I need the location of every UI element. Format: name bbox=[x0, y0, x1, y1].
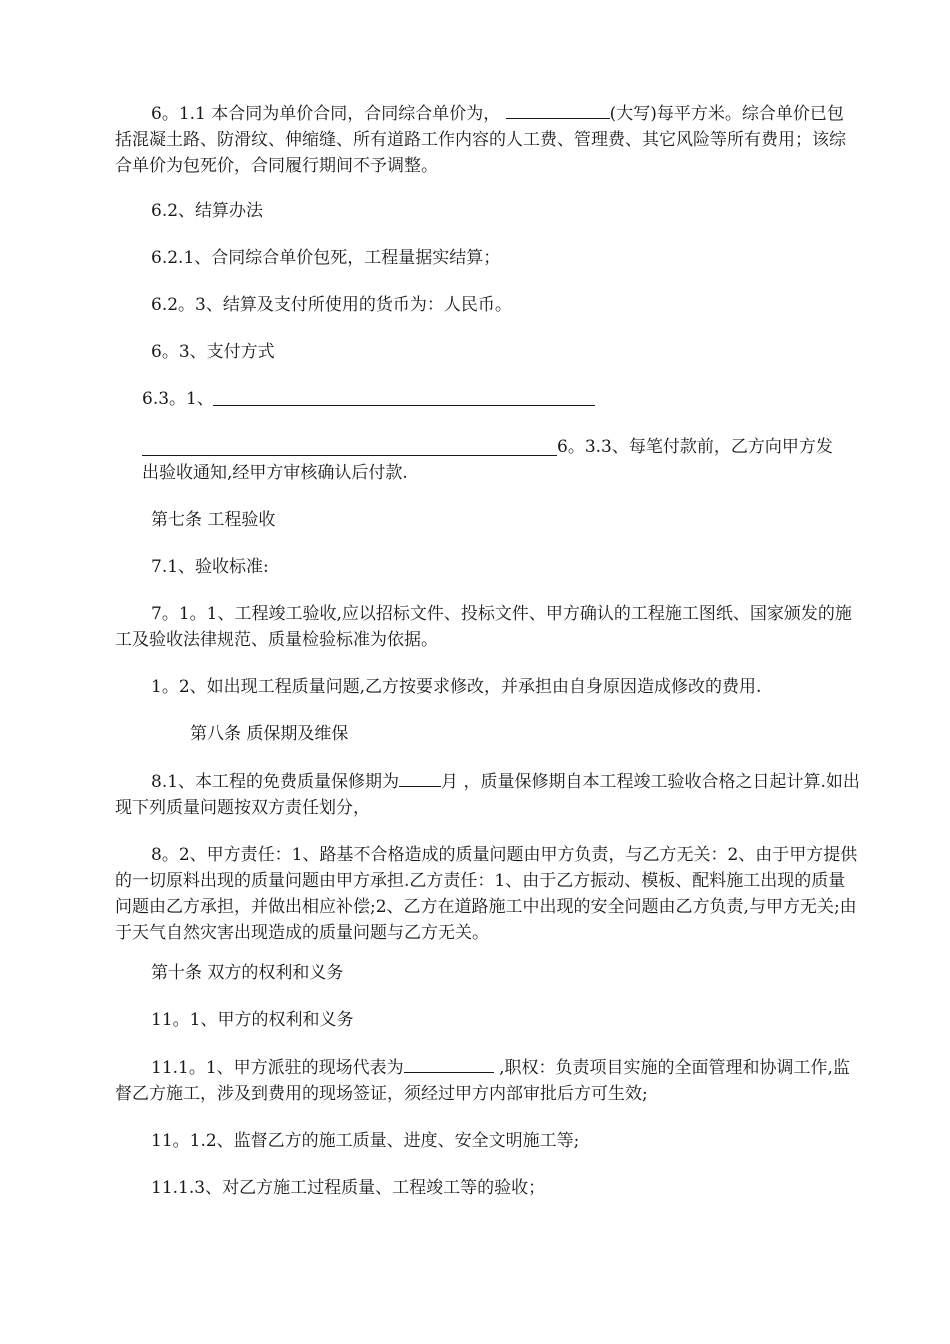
paragraph-6-2-3: 6.2。3、结算及支付所使用的货币为：人民币。 bbox=[151, 295, 512, 315]
paragraph-11-1-1 bbox=[115, 1054, 860, 1107]
paragraph-6-3: 6。3、支付方式 bbox=[151, 342, 275, 362]
paragraph-11-1-3: 11.1.3、对乙方施工过程质量、工程竣工等的验收； bbox=[151, 1178, 546, 1198]
paragraph-6-3-3-cont: 出验收通知,经甲方审核确认后付款. bbox=[142, 463, 408, 483]
blank-unit-price bbox=[506, 100, 610, 119]
text-segment: 8.1、本工程的免费质量保修期为 bbox=[151, 772, 400, 792]
paragraph-6-3-3: 6。3.3、每笔付款前，乙方向甲方发 bbox=[557, 437, 833, 457]
paragraph-6-1-1 bbox=[115, 100, 860, 179]
paragraph-11-1: 11。1、甲方的权利和义务 bbox=[151, 1010, 354, 1030]
text-segment: 月 ，质量保修期自本工程竣工验收合格之日起计算.如出现下列质量问题按双方责任划分， bbox=[115, 772, 860, 818]
text-segment: 6。1.1 本合同为单价合同，合同综合单价为， bbox=[151, 104, 501, 124]
blank-6-3-1 bbox=[213, 405, 595, 406]
paragraph-8-2: 8。2、甲方责任：1、路基不合格造成的质量问题由甲方负责，与乙方无关：2、由于甲方提供的一切原料出现的质量问题由甲方承担.乙方责任：1、由于乙方振动、模板、配料施工出现的质量问题由乙方承担，并做出相应补偿;2、乙方在道路施工中出现的安全问题由乙方负责,与甲方无关;由于天气自然灾害出现造成的质量问题与乙方无关。 bbox=[115, 845, 858, 943]
heading-article-7: 第七条 工程验收 bbox=[151, 510, 276, 530]
heading-article-8: 第八条 质保期及维保 bbox=[190, 724, 349, 744]
blank-6-3-2 bbox=[142, 455, 557, 456]
paragraph-6-2: 6.2、结算办法 bbox=[151, 201, 264, 221]
blank-site-representative bbox=[404, 1054, 494, 1073]
text-segment: 11.1。1、甲方派驻的现场代表为 bbox=[151, 1058, 404, 1078]
paragraph-7-1: 7.1、验收标准: bbox=[151, 557, 269, 577]
text-segment: 6.3。1、 bbox=[142, 389, 214, 409]
paragraph-1-2: 1。2、如出现工程质量问题,乙方按要求修改，并承担由自身原因造成修改的费用. bbox=[151, 677, 762, 697]
heading-article-10: 第十条 双方的权利和义务 bbox=[151, 963, 344, 983]
paragraph-7-1-1: 7。1。1、工程竣工验收,应以招标文件、投标文件、甲方确认的工程施工图纸、国家颁发的施工及验收法律规范、质量检验标准为依据。 bbox=[115, 604, 852, 650]
blank-warranty-months bbox=[399, 768, 441, 787]
text-segment: (大写)每平方米。综合单价已包括混凝土路、防滑纹、伸缩缝、所有道路工作内容的人工费、管理费、其它风险等所有费用；该综合单价为包死价，合同履行期间不予调整。 bbox=[115, 104, 846, 176]
paragraph-6-3-1 bbox=[142, 386, 860, 412]
paragraph-8-1 bbox=[115, 768, 860, 821]
paragraph-6-2-1: 6.2.1、合同综合单价包死，工程量据实结算； bbox=[151, 248, 501, 268]
text-segment: ,职权：负责项目实施的全面管理和协调工作,监督乙方施工，涉及到费用的现场签证，须经过甲方内部审批后方可生效; bbox=[115, 1058, 850, 1104]
paragraph-11-1-2: 11。1.2、监督乙方的施工质量、进度、安全文明施工等; bbox=[151, 1131, 580, 1151]
